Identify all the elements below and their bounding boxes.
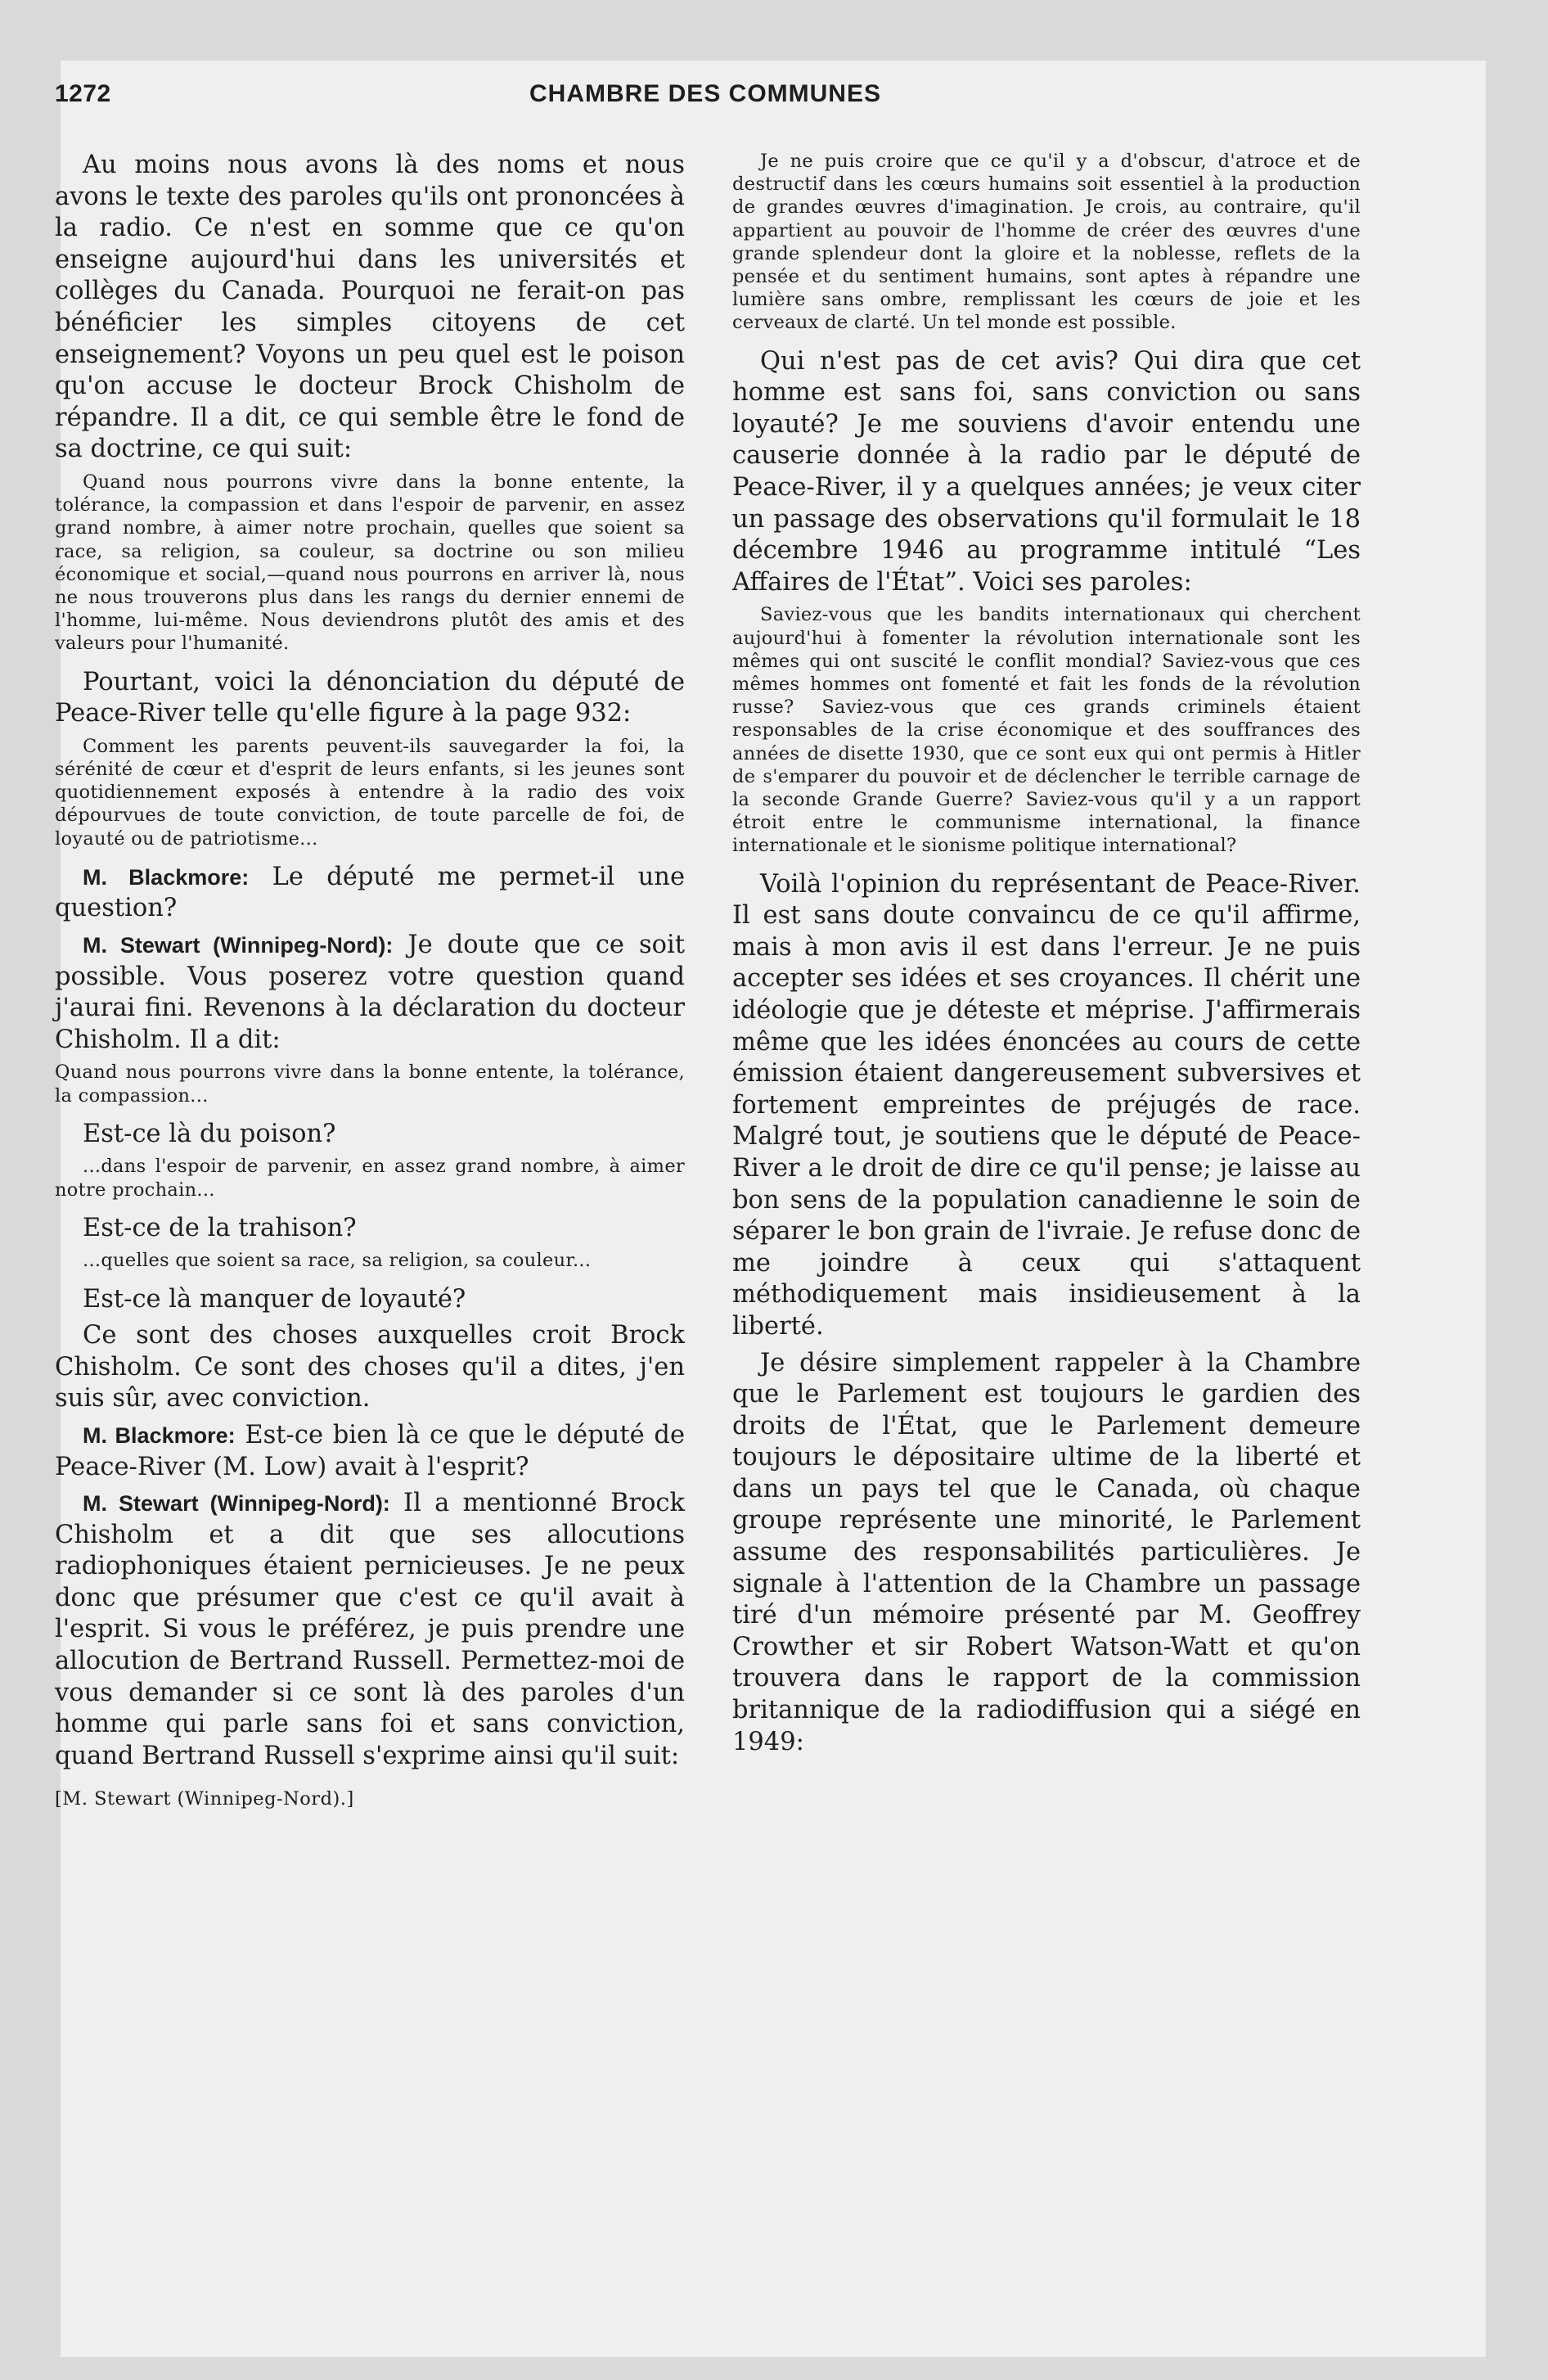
block-quote: ...dans l'espoir de parvenir, en assez grand nombre, à aimer notre prochain... [55, 1156, 685, 1201]
right-column [732, 150, 1361, 1763]
paragraph: Ce sont des choses auxquelles croit Brock Chisholm. Ce sont des choses qu'il a dites, j'en suis sûr, avec conviction. [55, 1321, 685, 1413]
paragraph: Est-ce de la trahison? [83, 1213, 357, 1242]
paragraph: Je désire simplement rappeler à la Chambre que le Parlement est toujours le gardien des droits de l'État, que le Parlement demeure toujours le dépositaire ultime de la liberté et dans un pays tel que le Canada, où chaque groupe représente une minorité, le Parlement assume des responsabilités particulières. Je signale à l'attention de la Chambre un passage tiré d'un mémoire présenté par M. Geoffrey Crowther et sir Robert Watson-Watt et qu'on trouvera dans le rapport de la commission britannique de la radiodiffusion qui a siégé en 1949: [732, 1348, 1361, 1756]
block-quote: Quand nous pourrons vivre dans la bonne entente, la tolérance, la compassion et dans l'espoir de parvenir, en assez grand nombre, à aimer notre prochain, quelles que soient sa race, sa religion, sa couleur, sa doctrine ou son milieu économique et social,—quand nous pourrons en arriver là, nous ne nous trouverons plus dans les rangs du dernier ennemi de l'homme, lui-même. Nous deviendrons plutôt des amis et des valeurs pour l'humanité. [55, 471, 685, 655]
page-header [55, 80, 1356, 113]
page-number: 1272 [55, 80, 111, 107]
block-quote: Je ne puis croire que ce qu'il y a d'obscur, d'atroce et de destructif dans les cœurs humains soit essentiel à la production de grandes œuvres d'imagination. Je crois, au contraire, qu'il appartient au pouvoir de l'homme de créer des œuvres d'une grande splendeur dont la gloire et la noblesse, reflets de la pensée et du sentiment humains, sont aptes à répandre une lumière sans ombre, remplissant les cœurs de joie et les cerveaux de clarté. Un tel monde est possible. [732, 151, 1361, 334]
speaker-name: M. Blackmore: [83, 864, 250, 890]
running-head: CHAMBRE DES COMMUNES [529, 80, 881, 107]
left-column [55, 150, 685, 1811]
speaker-name: M. Blackmore: [83, 1422, 236, 1448]
speaker-name: M. Stewart (Winnipeg-Nord): [83, 1491, 390, 1517]
paragraph: Voilà l'opinion du représentant de Peace-River. Il est sans doute convaincu de ce qu'il affirme, mais à mon avis il est dans l'erreur. Je ne puis accepter ses idées et ses croyances. Il chérit une idéologie que je déteste et méprise. J'affirmerais même que les idées énoncées au cours de cette émission étaient dangereusement subversives et fortement empreintes de préjugés de race. Malgré tout, je soutiens que le député de Peace-River a le droit de dire ce qu'il pense; je laisse au bon sens de la population canadienne le soin de séparer le bon grain de l'ivraie. Je refuse donc de me joindre à ceux qui s'attaquent méthodiquement mais insidieusement à la liberté. [732, 869, 1361, 1341]
speech-text: Il a mentionné Brock Chisholm et a dit que ses allocutions radiophoniques étaient pernicieuses. Je ne peux donc que présumer que c'est ce qu'il avait à l'esprit. Si vous le préférez, je puis prendre une allocution de Bertrand Russell. Permettez-moi de vous demander si ce sont là des paroles d'un homme qui parle sans foi et sans conviction, quand Bertrand Russell s'exprime ainsi qu'il suit: [55, 1489, 685, 1770]
paragraph: Pourtant, voici la dénonciation du député de Peace-River telle qu'elle figure à la page 932: [55, 667, 685, 728]
speaker-paragraph [55, 1488, 685, 1772]
speaker-continuation-ref: [M. Stewart (Winnipeg-Nord).] [55, 1788, 354, 1810]
paragraph: Au moins nous avons là des noms et nous avons le texte des paroles qu'ils ont prononcées à la radio. Ce n'est en somme que ce qu'on enseigne aujourd'hui dans les universités et collèges du Canada. Pourquoi ne ferait-on pas bénéficier les simples citoyens de cet enseignement? Voyons un peu quel est le poison qu'on accuse le docteur Brock Chisholm de répandre. Il a dit, ce qui semble être le fond de sa doctrine, ce qui suit: [55, 151, 685, 464]
paragraph: Est-ce là manquer de loyauté? [83, 1284, 466, 1314]
block-quote: Saviez-vous que les bandits internationaux qui cherchent aujourd'hui à fomenter la révolution internationale sont les mêmes qui ont suscité le conflit mondial? Saviez-vous que ces mêmes hommes ont fomenté et fait les fonds de la révolution russe? Saviez-vous que ces grands criminels étaient responsables de la crise économique et des souffrances des années de disette 1930, que ce sont eux qui ont permis à Hitler de s'emparer du pouvoir et de déclencher le terrible carnage de la seconde Grande Guerre? Saviez-vous qu'il y a un rapport étroit entre le communisme international, la finance internationale et le sionisme politique international? [732, 604, 1361, 857]
speech-text: Je doute que ce soit possible. Vous poserez votre question quand j'aurai fini. Revenons à la déclaration du docteur Chisholm. Il a dit: [55, 930, 685, 1054]
paragraph: Qui n'est pas de cet avis? Qui dira que cet homme est sans foi, sans conviction ou sans loyauté? Je me souviens d'avoir entendu une causerie donnée à la radio par le député de Peace-River, il y a quelques années; je veux citer un passage des observations qu'il formulait le 18 décembre 1946 au programme intitulé “Les Affaires de l'État”. Voici ses paroles: [732, 346, 1361, 597]
speaker-paragraph [55, 930, 685, 1056]
paragraph: Est-ce là du poison? [83, 1119, 336, 1148]
speaker-paragraph [55, 862, 685, 925]
speech-text: Est-ce bien là ce que le député de Peace-River (M. Low) avait à l'esprit? [55, 1420, 685, 1481]
block-quote: ...quelles que soient sa race, sa religion, sa couleur... [83, 1250, 592, 1272]
speaker-paragraph [55, 1420, 685, 1483]
block-quote: Comment les parents peuvent-ils sauvegarder la foi, la sérénité de cœur et d'esprit de leurs enfants, si les jeunes sont quotidiennement exposés à entendre à la radio des voix dépourvues de toute conviction, de toute parcelle de foi, de loyauté ou de patriotisme... [55, 735, 685, 850]
speaker-name: M. Stewart (Winnipeg-Nord): [83, 932, 394, 958]
block-quote: Quand nous pourrons vivre dans la bonne entente, la tolérance, la compassion... [55, 1062, 685, 1107]
speech-text: Le député me permet-il une question? [55, 862, 685, 923]
